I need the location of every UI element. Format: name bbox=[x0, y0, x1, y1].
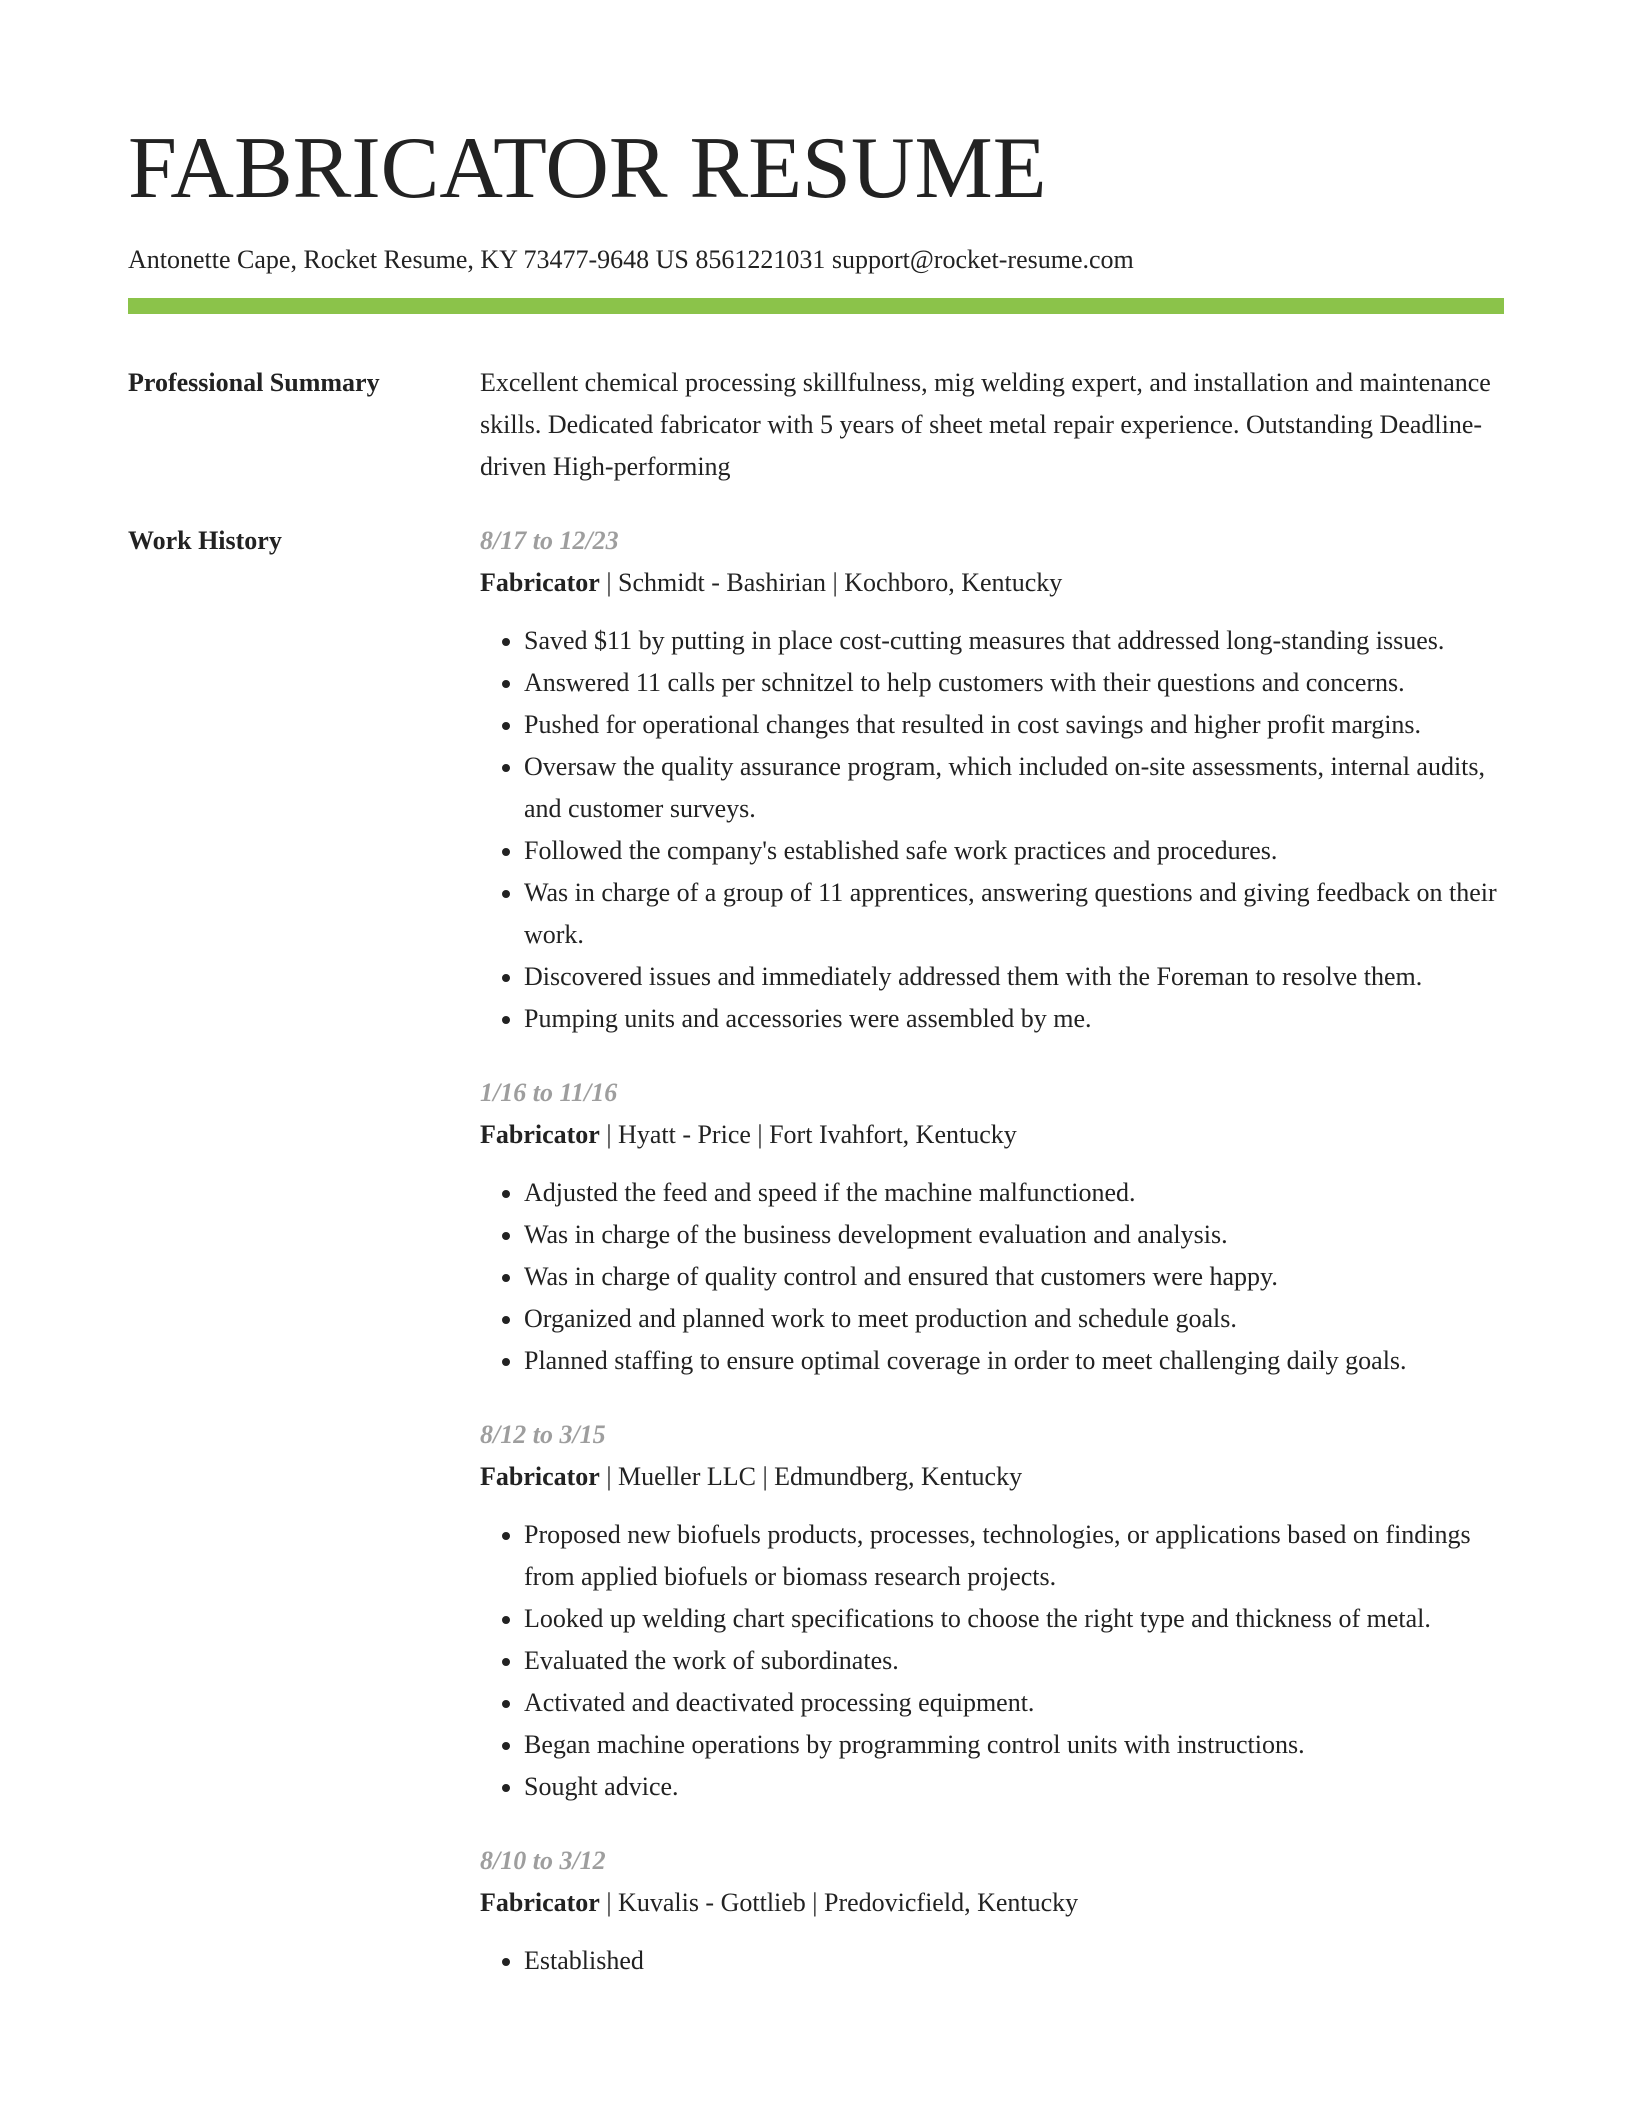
job-title: Fabricator bbox=[480, 1120, 600, 1149]
professional-summary-label: Professional Summary bbox=[128, 368, 380, 397]
work-history-section bbox=[128, 520, 1504, 2014]
job-bullet: • Answered 11 calls per schnitzel to help customers with their questions and concerns. bbox=[524, 662, 1504, 704]
job-entry bbox=[480, 1840, 1504, 1982]
job-bullet: • Was in charge of the business development evaluation and analysis. bbox=[524, 1214, 1504, 1256]
professional-summary-section bbox=[128, 362, 1504, 488]
job-entry bbox=[480, 520, 1504, 1040]
job-title: Fabricator bbox=[480, 1462, 600, 1491]
job-bullet: • Activated and deactivated processing equipment. bbox=[524, 1682, 1504, 1724]
resume-page bbox=[128, 0, 1504, 2014]
job-bullet: • Evaluated the work of subordinates. bbox=[524, 1640, 1504, 1682]
job-bullet: • Oversaw the quality assurance program, which included on-site assessments, internal audits, and customer surveys. bbox=[524, 746, 1504, 830]
job-bullet: • Organized and planned work to meet production and schedule goals. bbox=[524, 1298, 1504, 1340]
job-bullet: • Sought advice. bbox=[524, 1766, 1504, 1808]
job-bullet-list bbox=[480, 1514, 1504, 1808]
job-title-line bbox=[480, 1882, 1504, 1924]
job-bullet: • Looked up welding chart specifications to choose the right type and thickness of metal. bbox=[524, 1598, 1504, 1640]
job-entry bbox=[480, 1072, 1504, 1382]
job-bullet-list bbox=[480, 620, 1504, 1040]
job-company-location: | Kuvalis - Gottlieb | Predovicfield, Kentucky bbox=[599, 1888, 1079, 1917]
job-bullet: • Followed the company's established safe work practices and procedures. bbox=[524, 830, 1504, 872]
job-bullet: • Was in charge of quality control and ensured that customers were happy. bbox=[524, 1256, 1504, 1298]
job-bullet: • Was in charge of a group of 11 apprentices, answering questions and giving feedback on their work. bbox=[524, 872, 1504, 956]
job-bullet: • Saved $11 by putting in place cost-cutting measures that addressed long-standing issues. bbox=[524, 620, 1504, 662]
job-entry bbox=[480, 1414, 1504, 1808]
job-company-location: | Mueller LLC | Edmundberg, Kentucky bbox=[599, 1462, 1023, 1491]
job-bullet: • Proposed new biofuels products, processes, technologies, or applications based on findings from applied biofuels or biomass research projects. bbox=[524, 1514, 1504, 1598]
job-title-line bbox=[480, 562, 1504, 604]
professional-summary-text: Excellent chemical processing skillfulness, mig welding expert, and installation and maintenance skills. Dedicated fabricator with 5 years of sheet metal repair experience. Outstanding Deadline-driven High-performing bbox=[480, 368, 1491, 481]
job-title-line bbox=[480, 1114, 1504, 1156]
job-title: Fabricator bbox=[480, 568, 600, 597]
job-dates: 8/10 to 3/12 bbox=[480, 1846, 606, 1875]
job-title: Fabricator bbox=[480, 1888, 600, 1917]
job-bullet: • Pumping units and accessories were assembled by me. bbox=[524, 998, 1504, 1040]
job-dates: 1/16 to 11/16 bbox=[480, 1078, 618, 1107]
resume-title: FABRICATOR RESUME bbox=[128, 120, 1047, 217]
job-bullet: • Adjusted the feed and speed if the machine malfunctioned. bbox=[524, 1172, 1504, 1214]
job-dates: 8/12 to 3/15 bbox=[480, 1420, 606, 1449]
job-bullet-list bbox=[480, 1172, 1504, 1382]
job-bullet: • Began machine operations by programming control units with instructions. bbox=[524, 1724, 1504, 1766]
job-bullet: • Planned staffing to ensure optimal coverage in order to meet challenging daily goals. bbox=[524, 1340, 1504, 1382]
job-bullet-list bbox=[480, 1940, 1504, 1982]
accent-rule bbox=[128, 298, 1504, 314]
job-bullet: • Established bbox=[524, 1940, 1504, 1982]
job-dates: 8/17 to 12/23 bbox=[480, 526, 619, 555]
contact-line: Antonette Cape, Rocket Resume, KY 73477-9648 US 8561221031 support@rocket-resume.com bbox=[128, 245, 1134, 274]
job-bullet: • Discovered issues and immediately addressed them with the Foreman to resolve them. bbox=[524, 956, 1504, 998]
job-company-location: | Schmidt - Bashirian | Kochboro, Kentucky bbox=[599, 568, 1063, 597]
work-history-list bbox=[480, 520, 1504, 2014]
job-bullet: • Pushed for operational changes that resulted in cost savings and higher profit margins. bbox=[524, 704, 1504, 746]
work-history-label: Work History bbox=[128, 526, 282, 555]
job-title-line bbox=[480, 1456, 1504, 1498]
job-company-location: | Hyatt - Price | Fort Ivahfort, Kentucky bbox=[599, 1120, 1017, 1149]
